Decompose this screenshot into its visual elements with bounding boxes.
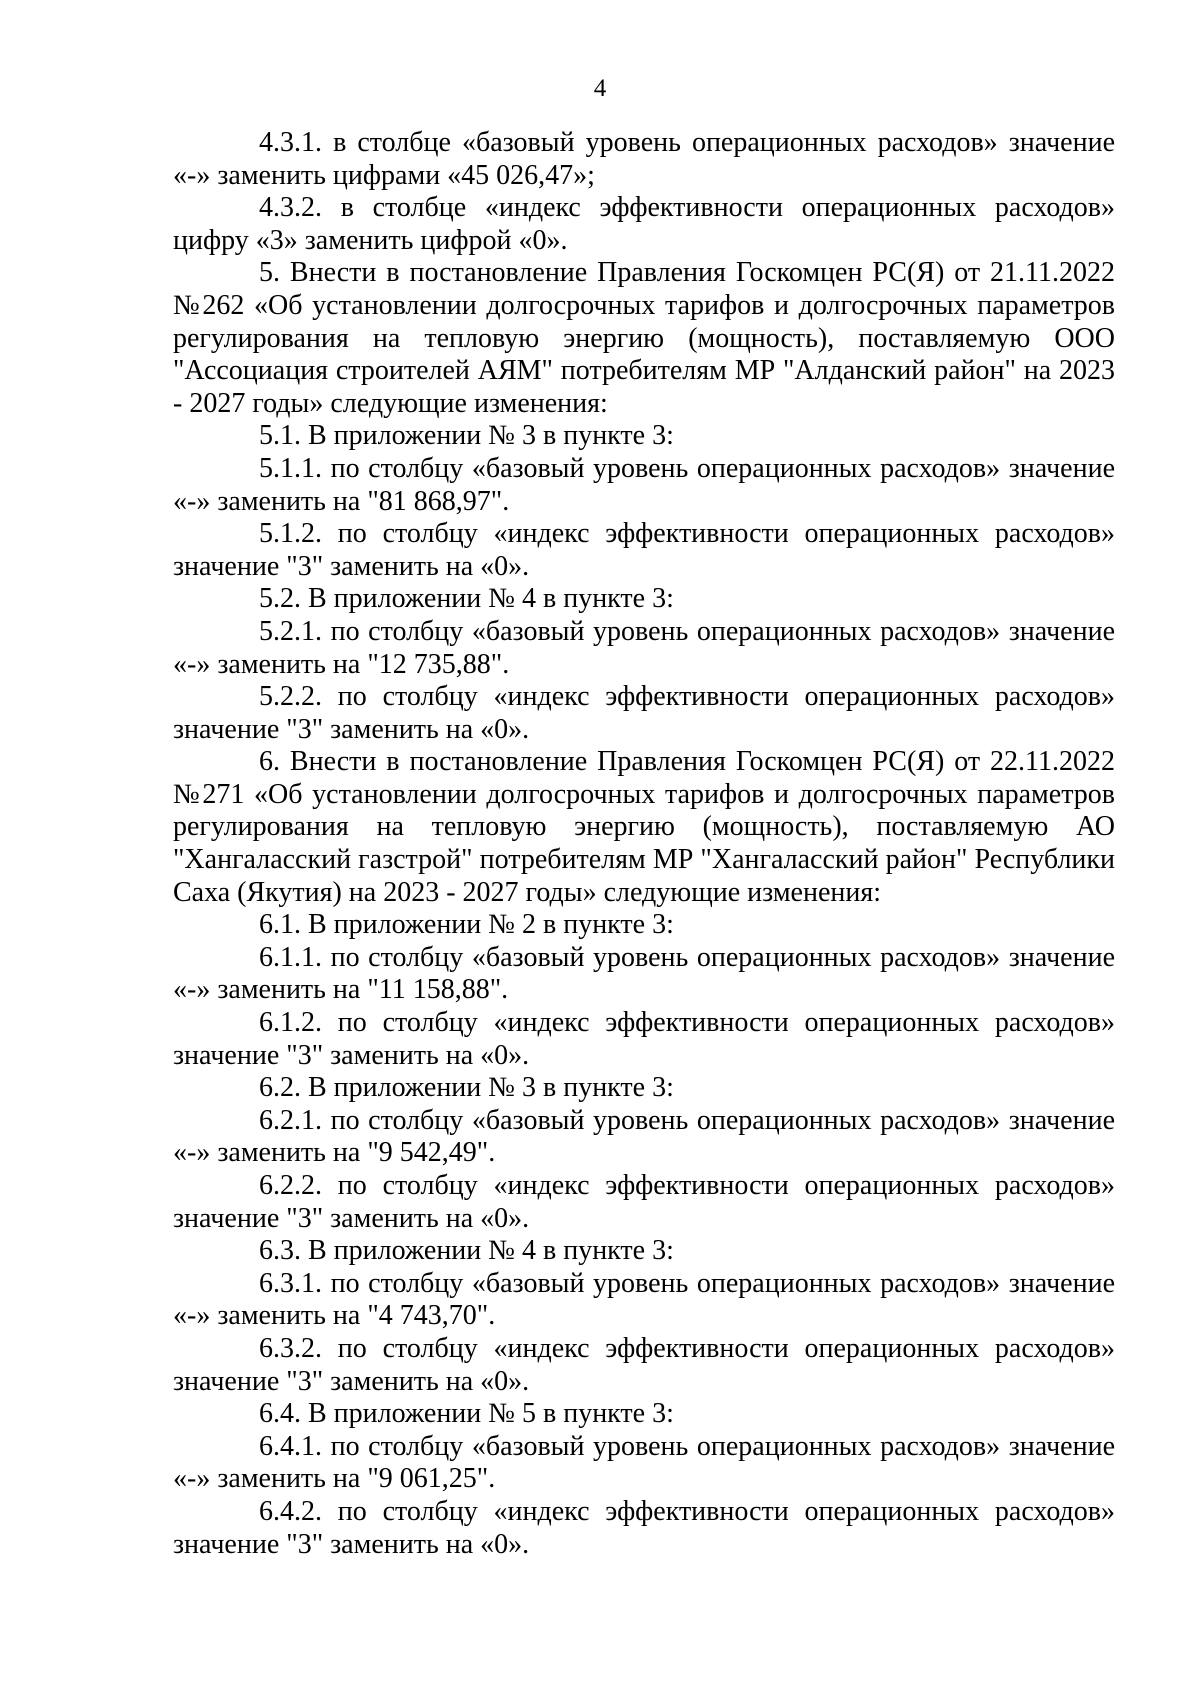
- paragraph-5-2-2: 5.2.2. по столбцу «индекс эффективности операционных расходов» значение "3" заменить на «0».: [173, 681, 1115, 745]
- paragraph-6-4-1: 6.4.1. по столбцу «базовый уровень операционных расходов» значение «-» заменить на "9 061,25".: [173, 1430, 1115, 1495]
- paragraph-6-3: 6.3. В приложении № 4 в пункте 3:: [259, 1235, 674, 1267]
- paragraph-6-4-2: 6.4.2. по столбцу «индекс эффективности операционных расходов» значение "3" заменить на «0».: [173, 1495, 1115, 1560]
- paragraph-6-1: 6.1. В приложении № 2 в пункте 3:: [259, 909, 674, 941]
- page-number: 4: [593, 75, 607, 102]
- paragraph-6-2: 6.2. В приложении № 3 в пункте 3:: [259, 1072, 674, 1104]
- paragraph-4-3-1: 4.3.1. в столбце «базовый уровень операционных расходов» значение «-» заменить цифрами «45 026,47»;: [173, 127, 1115, 191]
- paragraph-6-1-2: 6.1.2. по столбцу «индекс эффективности операционных расходов» значение "3" заменить на «0».: [173, 1007, 1115, 1071]
- paragraph-5-2: 5.2. В приложении № 4 в пункте 3:: [259, 583, 674, 615]
- paragraph-5-1-2: 5.1.2. по столбцу «индекс эффективности операционных расходов» значение "3" заменить на «0».: [173, 518, 1115, 582]
- paragraph-6-2-2: 6.2.2. по столбцу «индекс эффективности операционных расходов» значение "3" заменить на «0».: [173, 1170, 1115, 1234]
- paragraph-6-1-1: 6.1.1. по столбцу «базовый уровень операционных расходов» значение «-» заменить на "11 158,88".: [173, 941, 1115, 1006]
- paragraph-5-1: 5.1. В приложении № 3 в пункте 3:: [259, 420, 674, 452]
- paragraph-6-3-1: 6.3.1. по столбцу «базовый уровень операционных расходов» значение «-» заменить на "4 743,70".: [173, 1267, 1115, 1332]
- paragraph-4-3-2: 4.3.2. в столбце «индекс эффективности операционных расходов» цифру «3» заменить цифрой «0».: [173, 192, 1115, 256]
- paragraph-6-2-1: 6.2.1. по столбцу «базовый уровень операционных расходов» значение «-» заменить на "9 542,49".: [173, 1104, 1115, 1169]
- paragraph-6-3-2: 6.3.2. по столбцу «индекс эффективности операционных расходов» значение "3" заменить на «0».: [173, 1332, 1115, 1397]
- paragraph-5-1-1: 5.1.1. по столбцу «базовый уровень операционных расходов» значение «-» заменить на "81 868,97".: [173, 452, 1115, 517]
- paragraph-5-2-1: 5.2.1. по столбцу «базовый уровень операционных расходов» значение «-» заменить на "12 735,88".: [173, 615, 1115, 680]
- paragraph-6: 6. Внести в постановление Правления Госкомцен РС(Я) от 22.11.2022 №271 «Об установлении долгосрочных тарифов и долгосрочных параметров регулирования на тепловую энергию (мощность), поставляемую АО "Хангаласский газстрой" потребителям МР "Хангаласский район" Республики Саха (Якутия) на 2023 - 2027 годы» следующие изменения:: [173, 746, 1115, 908]
- paragraph-5: 5. Внести в постановление Правления Госкомцен РС(Я) от 21.11.2022 №262 «Об установлении долгосрочных тарифов и долгосрочных параметров регулирования на тепловую энергию (мощность), поставляемую ООО "Ассоциация строителей АЯМ" потребителям МР "Алданский район" на 2023 - 2027 годы» следующие изменения:: [173, 257, 1115, 419]
- document-body: [173, 127, 1115, 1561]
- paragraph-6-4: 6.4. В приложении № 5 в пункте 3:: [259, 1398, 674, 1430]
